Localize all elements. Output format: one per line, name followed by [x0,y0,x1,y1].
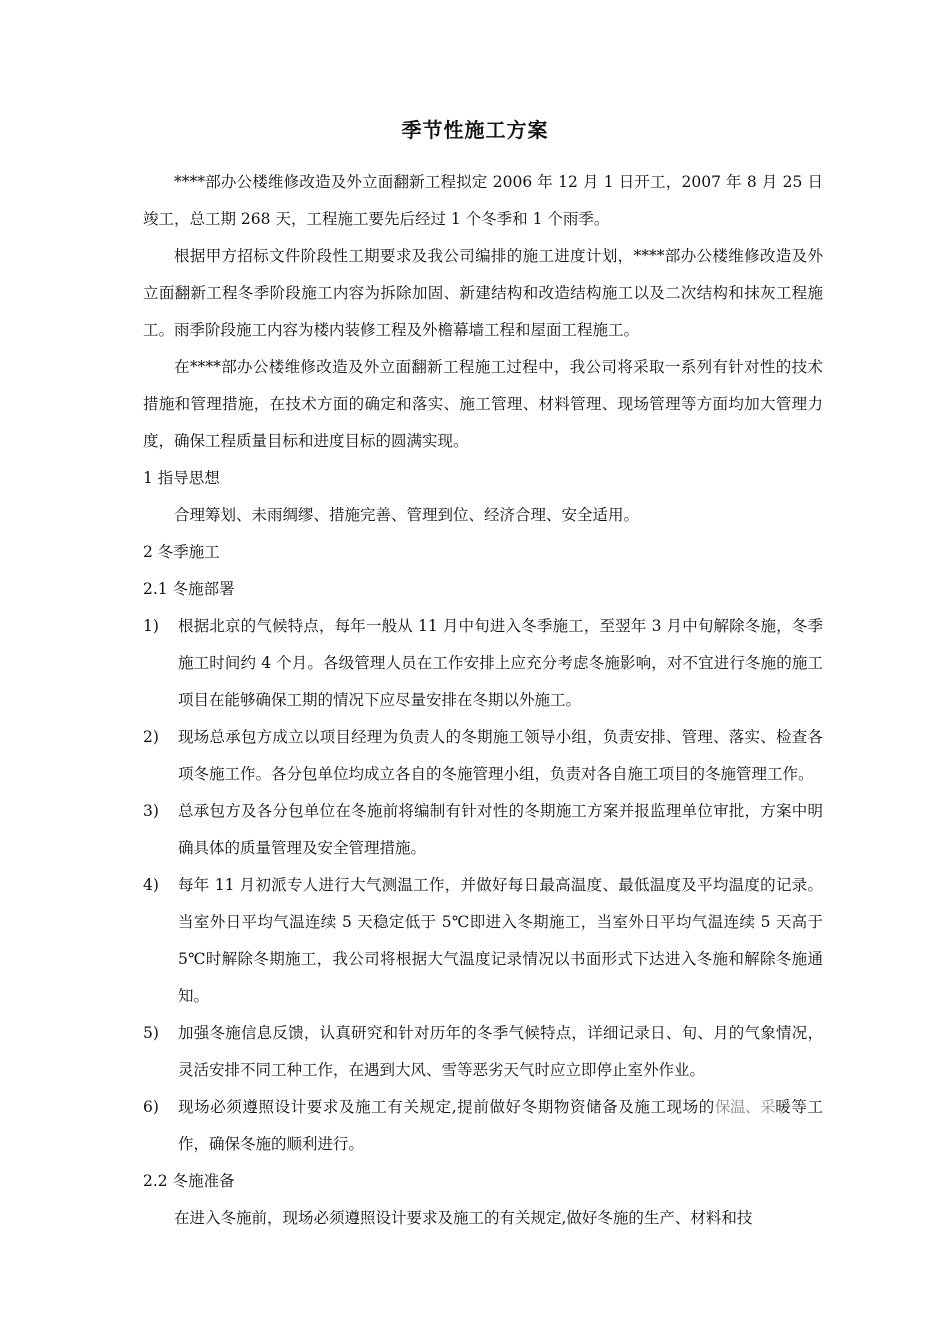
section-2-2-heading: 2.2 冬施准备 [143,1172,235,1190]
section-2-1-heading: 2.1 冬施部署 [143,580,235,598]
list-item-number: 2) [143,728,159,746]
list-item-number: 6) [143,1098,159,1116]
winter-deployment-list [143,608,823,1163]
list-item-text: 总承包方及各分包单位在冬施前将编制有针对性的冬期施工方案并报监理单位审批，方案中明确具体的质量管理及安全管理措施。 [178,802,823,857]
list-item-text: 根据北京的气候特点，每年一般从 11 月中旬进入冬季施工，至翌年 3 月中旬解除冬施，冬季施工时间约 4 个月。各级管理人员在工作安排上应充分考虑冬施影响，对不宜进行冬施的施工项目在能够确保工期的情况下应尽量安排在冬期以外施工。 [178,617,823,709]
section-2-heading: 2 冬季施工 [143,543,220,561]
intro-paragraph-3: 在****部办公楼维修改造及外立面翻新工程施工过程中，我公司将采取一系列有针对性的技术措施和管理措施，在技术方面的确定和落实、施工管理、材料管理、现场管理等方面均加大管理力度，确保工程质量目标和进度目标的圆满实现。 [143,358,823,450]
list-item [143,867,823,1015]
list-item-text-obscured: 保温、采 [714,1098,776,1116]
list-item-text: 现场必须遵照设计要求及施工有关规定,提前做好冬期物资储备及施工现场的 [178,1098,715,1116]
list-item-number: 1) [143,617,159,635]
list-item-text: 加强冬施信息反馈，认真研究和针对历年的冬季气候特点，详细记录日、旬、月的气象情况，灵活安排不同工种工作，在遇到大风、雪等恶劣天气时应立即停止室外作业。 [178,1024,823,1079]
list-item-text: 现场总承包方成立以项目经理为负责人的冬期施工领导小组，负责安排、管理、落实、检查各项冬施工作。各分包单位均成立各自的冬施管理小组，负责对各自施工项目的冬施管理工作。 [178,728,823,783]
section-1-text: 合理筹划、未雨绸缪、措施完善、管理到位、经济合理、安全适用。 [174,506,640,524]
list-item [143,1015,823,1089]
list-item-number: 5) [143,1024,159,1042]
list-item-number: 3) [143,802,159,820]
list-item-text-end: 暖等工作，确保冬施的顺利进行。 [178,1098,823,1153]
section-2-2-text: 在进入冬施前，现场必须遵照设计要求及施工的有关规定,做好冬施的生产、材料和技 [174,1209,753,1227]
list-item [143,793,823,867]
document-body [143,164,823,1237]
page-title: 季节性施工方案 [401,118,549,142]
list-item-text: 每年 11 月初派专人进行大气测温工作，并做好每日最高温度、最低温度及平均温度的记录。当室外日平均气温连续 5 天稳定低于 5℃即进入冬期施工，当室外日平均气温连续 5 天高于 5℃时解除冬期施工，我公司将根据大气温度记录情况以书面形式下达进入冬施和解除冬施通知。 [178,876,823,1005]
list-item [143,608,823,719]
list-item-number: 4) [143,876,159,894]
list-item [143,1089,823,1163]
list-item [143,719,823,793]
intro-paragraph-1: ****部办公楼维修改造及外立面翻新工程拟定 2006 年 12 月 1 日开工，2007 年 8 月 25 日竣工，总工期 268 天，工程施工要先后经过 1 个冬季和 1 个雨季。 [143,173,823,228]
section-1-heading: 1 指导思想 [143,469,220,487]
intro-paragraph-2: 根据甲方招标文件阶段性工期要求及我公司编排的施工进度计划，****部办公楼维修改造及外立面翻新工程冬季阶段施工内容为拆除加固、新建结构和改造结构施工以及二次结构和抹灰工程施工。雨季阶段施工内容为楼内装修工程及外檐幕墙工程和屋面工程施工。 [143,247,823,339]
